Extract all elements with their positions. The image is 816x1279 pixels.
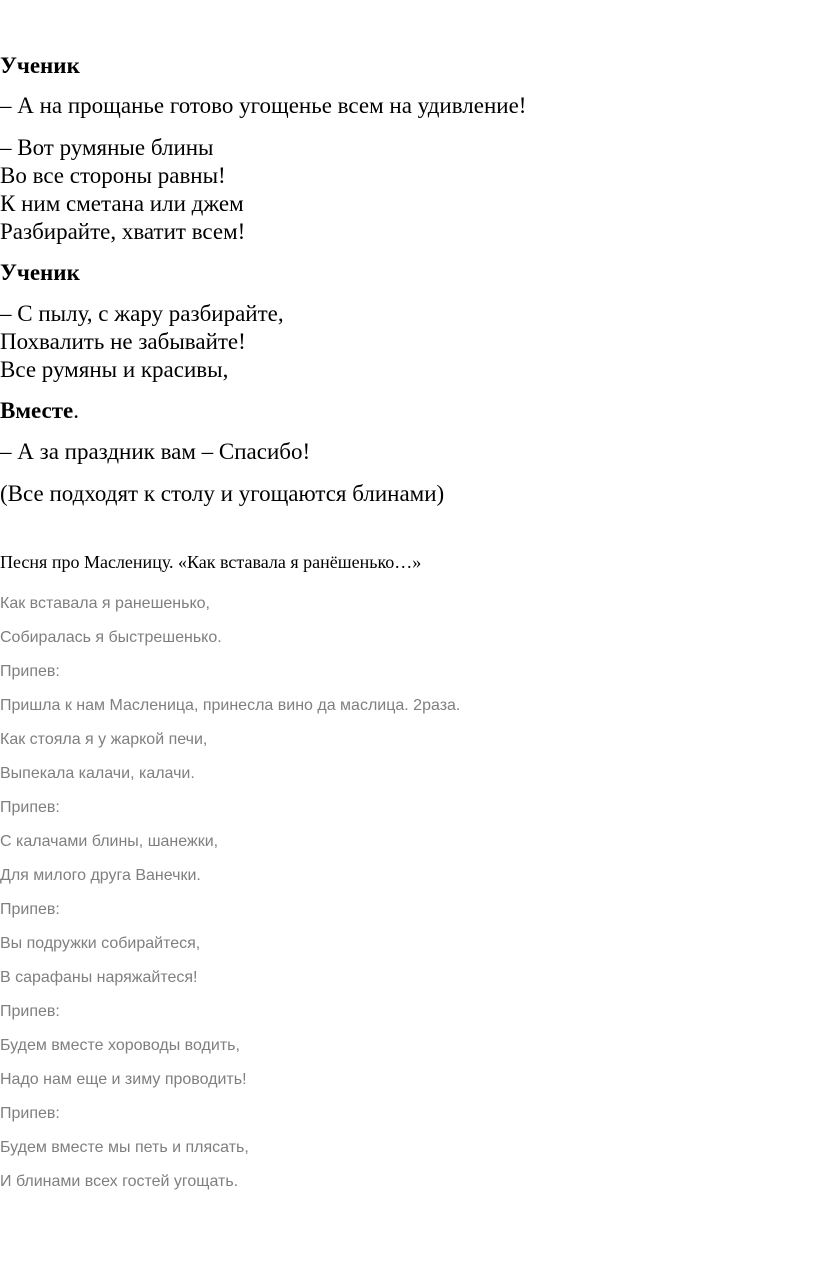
song-line: И блинами всех гостей угощать.: [0, 1173, 239, 1190]
speaker-label: Ученик: [0, 53, 80, 78]
song-line: Выпекала калачи, калачи.: [0, 765, 195, 782]
song-refrain-label: Припев:: [0, 1003, 60, 1020]
dialogue-line: – А за праздник вам – Спасибо!: [0, 439, 311, 464]
speaker-punctuation: .: [73, 398, 79, 423]
verse-line: К ним сметана или джем: [0, 191, 244, 216]
verse-line: Разбирайте, хватит всем!: [0, 219, 246, 244]
verse-line: – Вот румяные блины: [0, 135, 214, 160]
song-line: Для милого друга Ванечки.: [0, 867, 201, 884]
verse-line: – С пылу, с жару разбирайте,: [0, 301, 284, 326]
song-line: Будем вместе хороводы водить,: [0, 1037, 240, 1054]
stage-direction: (Все подходят к столу и угощаются блинами): [0, 481, 445, 506]
verse-line: Во все стороны равны!: [0, 163, 226, 188]
song-refrain-label: Припев:: [0, 663, 60, 680]
song-refrain-label: Припев:: [0, 901, 60, 918]
speaker-label: Ученик: [0, 260, 80, 285]
verse-line: Все румяны и красивы,: [0, 357, 229, 382]
song-line: Собиралась я быстрешенько.: [0, 629, 222, 646]
song-line: Надо нам еще и зиму проводить!: [0, 1071, 247, 1088]
song-line: В сарафаны наряжайтеся!: [0, 969, 198, 986]
song-line: Как стояла я у жаркой печи,: [0, 731, 208, 748]
song-title: Песня про Масленицу. «Как вставала я ранёшенько…»: [0, 552, 422, 572]
song-line: Будем вместе мы петь и плясать,: [0, 1139, 249, 1156]
verse-line: Похвалить не забывайте!: [0, 329, 246, 354]
speaker-name: Вместе: [0, 398, 74, 423]
song-line: Вы подружки собирайтеся,: [0, 935, 201, 952]
song-line: Как вставала я ранешенько,: [0, 595, 210, 612]
song-refrain: Пришла к нам Масленица, принесла вино да маслица. 2раза.: [0, 697, 461, 714]
song-refrain-label: Припев:: [0, 1105, 60, 1122]
speaker-label-together: [0, 397, 79, 425]
dialogue-line: – А на прощанье готово угощенье всем на удивление!: [0, 93, 527, 118]
song-line: С калачами блины, шанежки,: [0, 833, 219, 850]
song-refrain-label: Припев:: [0, 799, 60, 816]
